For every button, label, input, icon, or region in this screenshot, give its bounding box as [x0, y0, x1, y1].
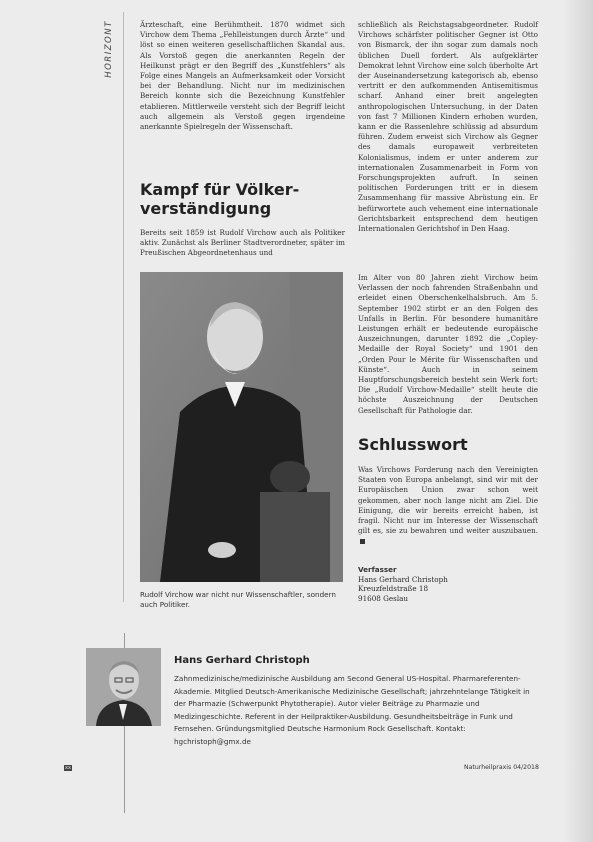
- author-label: Verfasser: [358, 565, 397, 574]
- page-number: xx: [65, 765, 71, 771]
- column-divider: [123, 12, 124, 602]
- bio-name: Hans Gerhard Christoph: [174, 655, 310, 666]
- paragraph: Bereits seit 1859 ist Rudolf Virchow auch als Politiker aktiv. Zunächst als Berliner Stadtverordneter, später im Preußischen Abgeordnetenhaus und: [140, 228, 345, 258]
- author-line: Hans Gerhard Christoph: [358, 574, 448, 584]
- col1-top-text: [140, 20, 345, 132]
- section-tag: [103, 18, 122, 88]
- col1-bottom-text: [140, 228, 345, 259]
- paragraph: schließlich als Reichstagsabgeordneter. Rudolf Virchows schärfster politischer Gegner ist Otto von Bismarck, der ihn sogar zum damals noch üblichen Duell fordert. Als aufgeklärter Demokrat lehnt Virchow eine solch überholte Art der Auseinandersetzung kategorisch ab, ebenso vertritt er den aufkommenden Antisemitismus scharf. Anhand einer breit angelegten anthropologischen Untersuchung, in der Daten von fast 7 Millionen Kindern erhoben wurden, kann er die Rassenlehre schlüssig ad absurdum führen. Zudem erweist sich Virchow als Gegner des damals europaweit verbreiteten Kolonialismus, indem er unter anderem zur internationalen Zusammenarbeit in Form von Forschungsprojekten aufruft. In seinen politischen Forderungen tritt er in diesem Zusammenhang für massive Abrüstung ein. Er befürwortete auch vehement eine internationale Gerichtsbarkeit entsprechend dem heutigen Internationalen Gerichtshof in Den Haag.: [358, 20, 538, 234]
- bio-text: Zahnmedizinische/medizinische Ausbildung am Second General US-Hospital. Pharmareferenten-Akademie. Mitglied Deutsch-Amerikanische Medizinische Gesellschaft; jahrzehntelange Tätigkeit in der Pharmazie (Schwerpunkt Phytotherapie). Autor vieler Beiträge zu Pharmazie und Medizingeschichte. Referent in der Heilpraktiker-Ausbildung. Gesundheitsbeiträge in Funk und Fernsehen. Gründungsmitglied Deutsche Harmonium Rock Gesellschaft. Kontakt: hgchristoph@gmx.de: [174, 674, 530, 746]
- author-photo: [86, 648, 161, 726]
- heading-line: verständigung: [140, 199, 272, 218]
- section-tag-label: HORIZONT: [103, 20, 114, 78]
- col2-closing-text: [358, 465, 538, 547]
- col2-middle-text: [358, 273, 538, 416]
- page-edge-shadow: [563, 0, 593, 842]
- author-line: 91608 Geslau: [358, 593, 409, 603]
- end-of-article-mark: [360, 539, 365, 544]
- heading-kampf: [140, 180, 345, 218]
- paragraph: Was Virchows Forderung nach den Vereinigten Staaten von Europa anbelangt, sind wir mit der Europäischen Union zwar schon weit gekommen, aber noch lange nicht am Ziel. Die Einigung, die wir bereits erreicht haben, ist fragil. Nicht nur im Interesse der Wissenschaft gilt es, sie zu bewahren und weiter auszubauen.: [358, 465, 538, 547]
- figure-caption: Rudolf Virchow war nicht nur Wissenschaftler, sondern auch Politiker.: [140, 590, 336, 609]
- paragraph: Ärzteschaft, eine Berühmtheit. 1870 widmet sich Virchow dem Thema „Fehlleistungen durch Ärzte“ und löst so einen weiteren gesellschaftlichen Skandal aus. Als Vorstoß gegen die anerkannten Regeln der Heilkunst prägt er den Begriff des „Kunstfehlers“ als Folge eines Mangels an Aufmerksamkeit oder Vorsicht bei der Behandlung. Nicht nur im medizinischen Bereich konnte sich die Bezeichnung Kunstfehler etablieren. Mittlerweile versteht sich der Begriff leicht auch allgemein als Verstoß gegen irgendeine anerkannte Spielregeln der Wissenschaft.: [140, 20, 345, 132]
- heading-schlusswort: Schlusswort: [358, 435, 468, 454]
- heading-line: Kampf für Völker-: [140, 180, 300, 199]
- paragraph: Im Alter von 80 Jahren zieht Virchow beim Verlassen der noch fahrenden Straßenbahn und erleidet einen Oberschenkelhalsbruch. Am 5. September 1902 stirbt er an den Folgen des Unfalls in Berlin. Für besondere humanitäre Leistungen erhält er bedeutende europäische Auszeichnungen, darunter 1892 die „Copley-Medaille der Royal Society“ und 1901 den „Orden Pour le Mérite für Wissenschaften und Künste“. Auch in seinem Hauptforschungsbereich besteht sein Werk fort: Die „Rudolf Virchow-Medaille“ stellt heute die höchste Auszeichnung der Deutschen Gesellschaft für Pathologie dar.: [358, 273, 538, 415]
- journal-footer: Naturheilpraxis 04/2018: [464, 764, 539, 771]
- author-block: [358, 565, 538, 603]
- col2-top-text: [358, 20, 538, 234]
- author-line: Kreuzfeldstraße 18: [358, 584, 429, 594]
- virchow-portrait-image: [140, 272, 343, 582]
